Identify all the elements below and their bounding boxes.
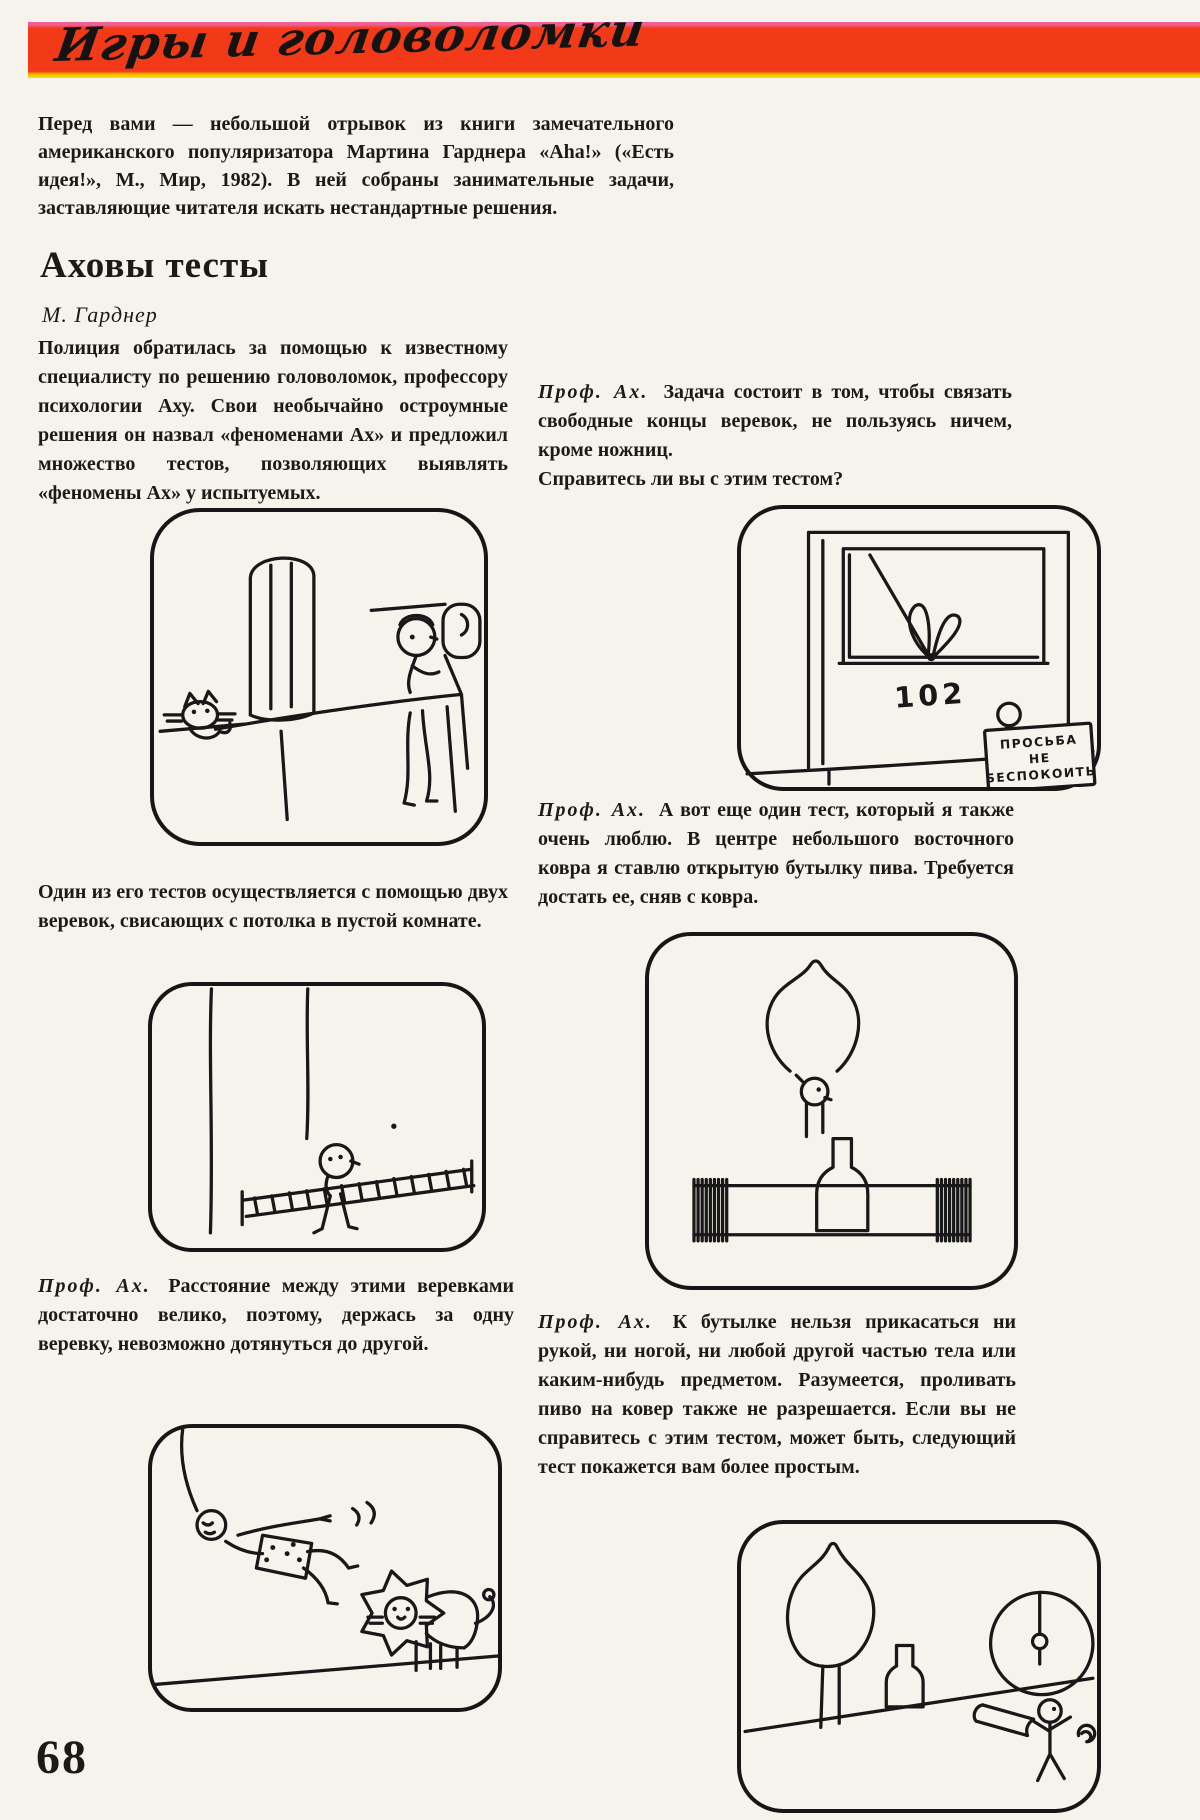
paragraph-text: Задача состоит в том, чтобы связать свободные концы веревок, не пользуясь ничем, кроме ножниц. xyxy=(538,381,1013,461)
paragraph-body xyxy=(538,378,1012,465)
section-banner xyxy=(28,2,1200,78)
cartoon-professor-office xyxy=(150,508,488,846)
article-title: Аховы тесты xyxy=(40,245,270,286)
cartoon-rope-swing-lion xyxy=(148,1424,502,1712)
paragraph-tie-ropes xyxy=(538,378,1012,494)
cartoon-yard-wheel xyxy=(737,1520,1101,1813)
ropes-room-drawing xyxy=(152,986,482,1248)
speaker-label: Проф. Ах. xyxy=(538,381,649,403)
yard-wheel-drawing xyxy=(741,1524,1097,1809)
paragraph-text: К бутылке нельзя прикасаться ни рукой, ни ногой, ни любой другой частью тела или каким-нибудь предметом. Разумеется, проливать пиво на ковер также не разрешается. Если вы не справитесь с этим тестом, может быть, следующий тест покажется вам более простым. xyxy=(538,1311,1017,1478)
door-sign-line2: НЕ xyxy=(1028,750,1052,767)
cartoon-door-102 xyxy=(737,505,1101,791)
article-author: М. Гарднер xyxy=(42,302,158,327)
paragraph-carpet-test xyxy=(538,796,1014,912)
cartoon-ropes-room xyxy=(148,982,486,1252)
paragraph-text: А вот еще один тест, который я также очень люблю. В центре небольшого восточного ковра я ставлю открытую бутылку пива. Требуется достать ее, сняв с ковра. xyxy=(538,799,1015,908)
bottle-carpet-drawing xyxy=(649,936,1014,1286)
page-number: 68 xyxy=(36,1731,88,1784)
paragraph-two-ropes: Один из его тестов осуществляется с помощью двух веревок, свисающих с потолка в пустой комнате. xyxy=(38,881,508,932)
intro-paragraph: Перед вами — небольшой отрывок из книги замечательного американского популяризатора Мартина Гарднера «Aha!» («Есть идея!», М., Мир, 1982). В ней собраны занимательные задачи, заставляющие читателя искать нестандартные решения. xyxy=(38,113,674,219)
paragraph-police-intro: Полиция обратилась за помощью к известному специалисту по решению головоломок, профессору психологии Аху. Свои необычайно остроумные решения он назвал «феноменами Ах» и предложил множество тестов, позволяющих выявлять «феномены Ах» у испытуемых. xyxy=(38,337,508,504)
door-drawing xyxy=(741,509,1097,787)
paragraph-text: Расстояние между этими веревками достаточно велико, поэтому, держась за одну веревку, невозможно дотянуться до другой. xyxy=(38,1275,515,1355)
rope-swing-lion-drawing xyxy=(152,1428,498,1708)
paragraph-question: Справитесь ли вы с этим тестом? xyxy=(538,468,844,490)
speaker-label: Проф. Ах. xyxy=(38,1275,151,1297)
cartoon-bottle-on-carpet xyxy=(645,932,1018,1290)
door-sign-line1: ПРОСЬБА xyxy=(999,732,1078,752)
door-sign xyxy=(982,723,1097,787)
section-title: Игры и головоломки xyxy=(51,2,649,72)
speaker-label: Проф. Ах. xyxy=(538,1311,653,1333)
paragraph-rope-distance xyxy=(38,1272,514,1359)
professor-office-drawing xyxy=(154,512,484,842)
door-room-number: 102 xyxy=(893,675,968,715)
speaker-label: Проф. Ах. xyxy=(538,799,647,821)
paragraph-bottle-rules xyxy=(538,1308,1016,1482)
door-sign-line3: БЕСПОКОИТЬ xyxy=(984,764,1097,786)
